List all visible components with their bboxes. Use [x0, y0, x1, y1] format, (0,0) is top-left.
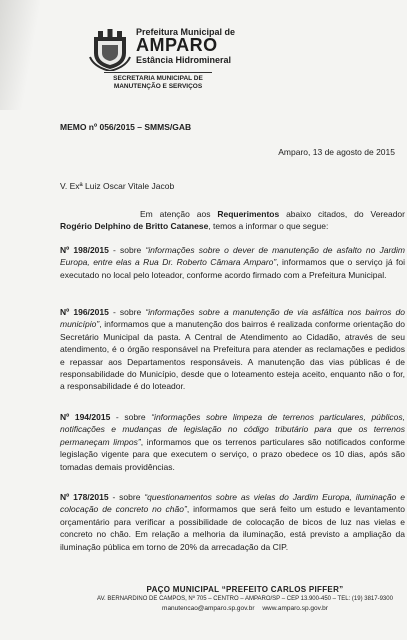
memo-date: Amparo, 13 de agosto de 2015: [278, 147, 395, 157]
intro-text-3: , temos a informar o que segue:: [208, 221, 329, 232]
intro-paragraph: [60, 208, 405, 233]
request-subject: “informações sobre limpeza de terrenos particulares, públicos, notificações e mudanças de legislação no código tributário para que os terrenos permaneçam limpos”: [60, 412, 405, 447]
intro-bold-1: Requerimentos: [217, 209, 280, 219]
secretaria-line-1: SECRETARIA MUNICIPAL DE: [113, 75, 203, 82]
request-paragraph: [60, 306, 405, 393]
footer: [80, 585, 407, 612]
paper-fold-shadow: [0, 0, 40, 110]
city-brand: AMPARO: [136, 35, 218, 55]
memo-reference: MEMO nº 056/2015 – SMMS/GAB: [60, 122, 192, 132]
prefeitura-label: Prefeitura Municipal de: [136, 27, 236, 37]
footer-contact: [80, 605, 407, 612]
municipal-crest-icon: [88, 27, 132, 71]
request-body: , informamos que será feito um estudo e levantamento orçamentário para verificar a possibilidade de colocação de bicos de luz nas vielas e concreto no chão. Em relação a melhoria da iluminação, está previsto a ampliação da iluminação pública em torno de 20% da arrecadação da CIP.: [60, 504, 406, 552]
letterhead: [88, 27, 236, 99]
request-dash: - sobre: [108, 307, 146, 317]
secretaria-line-2: MANUTENÇÃO E SERVIÇOS: [113, 83, 203, 90]
request-subject: “informações sobre a manutenção de via asfáltica nos bairros do município”: [60, 307, 405, 330]
request-number: Nº 198/2015: [60, 245, 109, 255]
request-body: , informamos que os terrenos particulares são notificados conforme legislação vigente para que executem o serviço, o prazo obedece os 10 dias, após são tomadas demais providências.: [60, 436, 405, 472]
request-paragraph: [60, 491, 405, 553]
footer-site: www.amparo.sp.gov.br: [262, 605, 328, 612]
request-number: Nº 196/2015: [60, 307, 109, 317]
request-body: , informamos que o serviço já foi executado no local pelo loteador, conforme acordo firmado com a Prefeitura Municipal.: [60, 257, 406, 280]
request-number: Nº 194/2015: [60, 412, 111, 422]
request-dash: - sobre: [108, 245, 146, 255]
request-dash: - sobre: [108, 492, 145, 502]
request-subject: “informações sobre o dever de manutenção de asfalto no Jardim Europa, entre elas a Rua Dr. Roberto Câmara Amparo”: [60, 245, 405, 268]
intro-text-2: abaixo citados, do Vereador: [279, 209, 405, 219]
request-subject: “questionamentos sobre as vielas do Jardim Europa, iluminação e colocação de concreto no chão”: [60, 492, 405, 515]
secretaria-label: [104, 75, 212, 91]
addressee: V. Exª Luiz Oscar Vitale Jacob: [60, 181, 175, 191]
footer-address: AV. BERNARDINO DE CAMPOS, Nº 705 – CENTRO – AMPARO/SP – CEP 13.900-450 – TEL: (19) 3817-9300: [97, 596, 393, 602]
request-paragraph: [60, 411, 405, 473]
intro-text-1: Em atenção aos: [140, 209, 218, 219]
footer-email: manutencao@amparo.sp.gov.br: [162, 605, 255, 612]
request-dash: - sobre: [110, 412, 152, 422]
request-paragraph: [60, 244, 405, 281]
request-body: , informamos que a manutenção dos bairros é realizada conforme orientação do Secretário Municipal da pasta. A Central de Atendimento ao Cidadão, através de seu atendimento, é o órgão responsável na Prefeitura para atender as reclamações e pedidos e repassar aos Departamentos responsáveis. A manutenção das vias públicas é de responsabilidade do Município, desde que o loteamento esteja aceito, enquanto não o for, a responsabilidade é do loteador.: [60, 319, 405, 392]
estancia-label: Estância Hidromineral: [136, 55, 232, 65]
request-number: Nº 178/2015: [60, 492, 109, 502]
header-divider: [104, 72, 212, 73]
footer-title: PAÇO MUNICIPAL “PREFEITO CARLOS PIFFER”: [146, 585, 344, 594]
intro-bold-2: Rogério Delphino de Britto Catanese: [60, 221, 209, 232]
